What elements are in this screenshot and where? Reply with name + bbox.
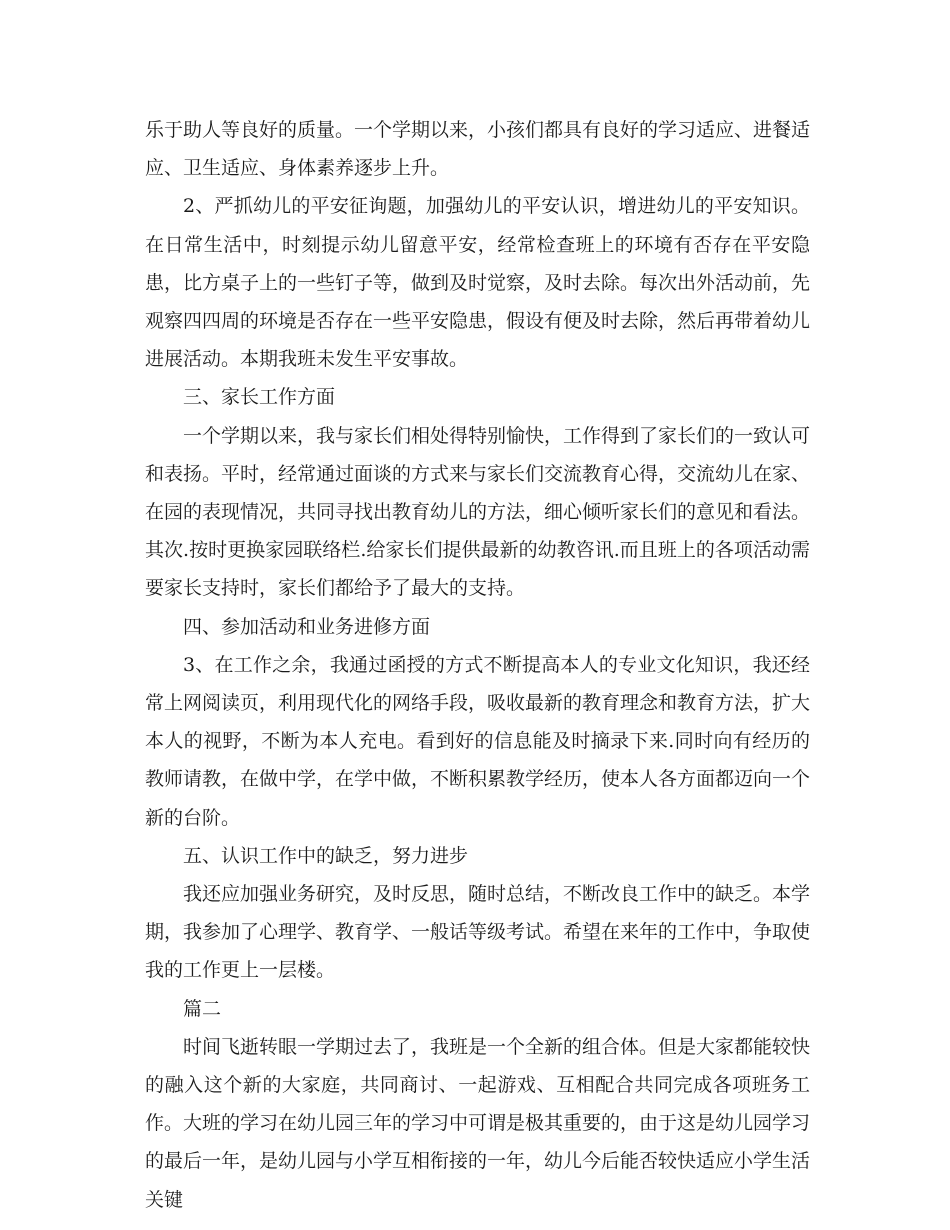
paragraph-shortcomings: 我还应加强业务研究，及时反思，随时总结，不断改良工作中的缺乏。本学期，我参加了心理学、教育学、一般话等级考试。希望在来年的工作中，争取使我的工作更上一层楼。 (145, 883, 811, 982)
paragraph-parents: 一个学期以来，我与家长们相处得特别愉快，工作得到了家长们的一致认可和表扬。平时，经常通过面谈的方式来与家长们交流教育心得，交流幼儿在家、在园的表现情况，共同寻找出教育幼儿的方法，细心倾听家长们的意见和看法。其次.按时更换家园联络栏.给家长们提供最新的幼教咨讯.而且班上的各项活动需要家长支持时，家长们都给予了最大的支持。 (145, 424, 811, 600)
section-heading-training: 四、参加活动和业务进修方面 (183, 615, 431, 638)
paragraph-continuation: 乐于助人等良好的质量。一个学期以来，小孩们都具有良好的学习适应、进餐适应、卫生适应、身体素养逐步上升。 (145, 119, 811, 180)
paragraph-training: 3、在工作之余，我通过函授的方式不断提高本人的专业文化知识，我还经常上网阅读页，利用现代化的网络手段，吸收最新的教育理念和教育方法，扩大本人的视野，不断为本人充电。看到好的信息能及时摘录下来.同时向有经历的教师请教，在做中学，在学中做，不断积累教学经历，使本人各方面都迈向一个新的台阶。 (145, 653, 811, 829)
paragraph-safety: 2、严抓幼儿的平安征询题，加强幼儿的平安认识，增进幼儿的平安知识。在日常生活中，时刻提示幼儿留意平安，经常检查班上的环境有否存在平安隐患，比方桌子上的一些钉子等，做到及时觉察，及时去除。每次出外活动前，先观察四四周的环境是否存在一些平安隐患，假设有便及时去除，然后再带着幼儿进展活动。本期我班未发生平安事故。 (145, 195, 811, 371)
section-heading-shortcomings: 五、认识工作中的缺乏，努力进步 (183, 844, 469, 867)
document-body (145, 111, 810, 1219)
section-heading-parents: 三、家长工作方面 (183, 386, 336, 409)
paragraph-part-two: 时间飞逝转眼一学期过去了，我班是一个全新的组合体。但是大家都能较快的融入这个新的大家庭，共同商讨、一起游戏、互相配合共同完成各项班务工作。大班的学习在幼儿园三年的学习中可谓是极其重要的，由于这是幼儿园学习的最后一年，是幼儿园与小学互相衔接的一年，幼儿今后能否较快适应小学生活关键 (145, 1035, 811, 1211)
section-heading-part-two: 篇二 (183, 997, 222, 1020)
